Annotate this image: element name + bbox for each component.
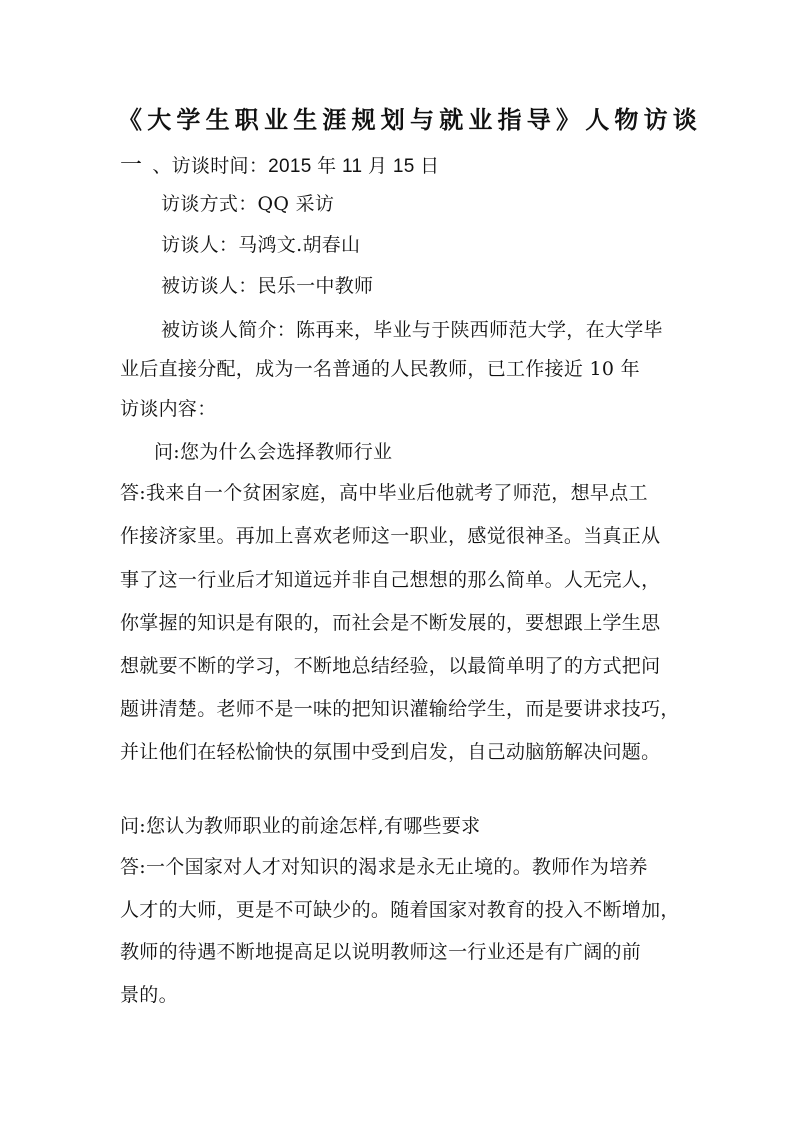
interview-time-label: 、访谈时间：: [152, 155, 269, 177]
answer-1-line: 你掌握的知识是有限的，而社会是不断发展的，要想跟上学生思: [120, 612, 661, 634]
interview-time-line: [120, 148, 439, 179]
answer-1-line: 想就要不断的学习，不断地总结经验，以最简单明了的方式把问: [120, 655, 661, 677]
answer-2-line: 人才的大师，更是不可缺少的。随着国家对教育的投入不断增加，: [120, 899, 680, 921]
interviewers: 访谈人：马鸿文.胡春山: [161, 234, 361, 256]
section-marker: 一: [120, 153, 143, 178]
answer-1-line: 作接济家里。再加上喜欢老师这一职业，感觉很神圣。当真正从: [120, 525, 661, 547]
answer-2-line: 答:一个国家对人才对知识的渴求是永无止境的。教师作为培养: [120, 856, 648, 878]
interviewee: 被访谈人：民乐一中教师: [161, 275, 374, 297]
bio-line-2: 业后直接分配，成为一名普通的人民教师，已工作接近 10 年: [120, 358, 640, 380]
question-2: 问:您认为教师职业的前途怎样,有哪些要求: [120, 815, 481, 837]
content-label: 访谈内容：: [120, 398, 217, 420]
answer-1-line: 事了这一行业后才知道远并非自己想想的那么简单。人无完人，: [120, 569, 661, 591]
answer-2-line: 教师的待遇不断地提高足以说明教师这一行业还是有广阔的前: [120, 941, 642, 963]
answer-2-line: 景的。: [120, 984, 178, 1006]
interview-method: 访谈方式：QQ 采访: [161, 193, 335, 215]
document-title: 《大学生职业生涯规划与就业指导》人物访谈: [118, 106, 702, 134]
bio-line-1: 被访谈人简介：陈再来，毕业与于陕西师范大学，在大学毕: [161, 319, 663, 341]
interview-time-value: 2015 年 11 月 15 日: [268, 156, 440, 177]
answer-1-line: 答:我来自一个贫困家庭，高中毕业后他就考了师范，想早点工: [120, 482, 648, 504]
question-1: 问:您为什么会选择教师行业: [154, 441, 393, 463]
answer-1-line: 题讲清楚。老师不是一味的把知识灌输给学生，而是要讲求技巧，: [120, 698, 680, 720]
answer-1-line: 并让他们在轻松愉快的氛围中受到启发，自己动脑筋解决问题。: [120, 741, 661, 763]
